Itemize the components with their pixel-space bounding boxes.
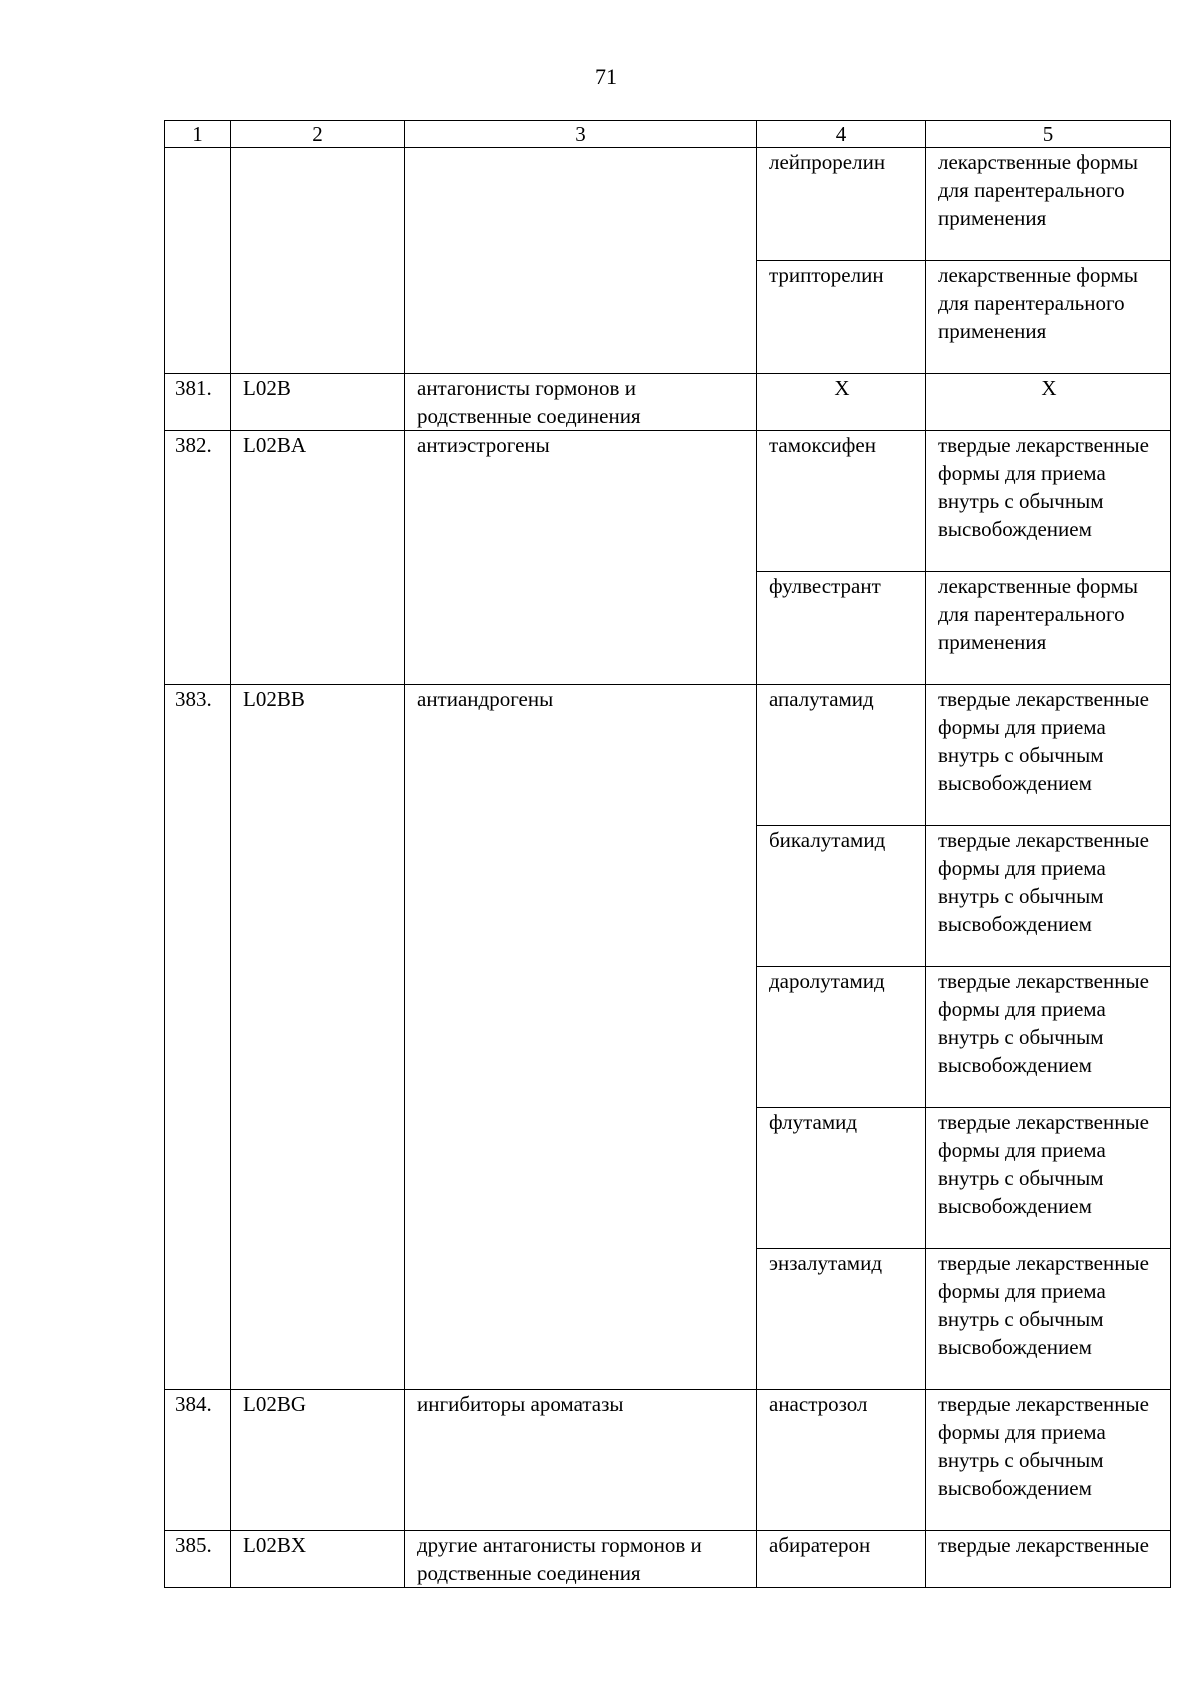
dosage-form: твердые лекарственные формы для приема внутрь с обычным высвобождением (926, 826, 1171, 967)
table-row (165, 1531, 1171, 1588)
column-header: 5 (926, 121, 1171, 148)
dosage-form: твердые лекарственные формы для приема внутрь с обычным высвобождением (926, 685, 1171, 826)
table-row (165, 1390, 1171, 1531)
table-row (165, 431, 1171, 572)
dosage-form: твердые лекарственные (926, 1531, 1171, 1588)
column-header: 4 (757, 121, 926, 148)
dosage-form: лекарственные формы для парентерального применения (926, 261, 1171, 374)
drug-name: абиратерон (757, 1531, 926, 1588)
column-header: 2 (231, 121, 405, 148)
drug-name: даролутамид (757, 967, 926, 1108)
atc-code (231, 148, 405, 374)
column-header: 1 (165, 121, 231, 148)
dosage-form: лекарственные формы для парентерального применения (926, 148, 1171, 261)
dosage-form: твердые лекарственные формы для приема внутрь с обычным высвобождением (926, 431, 1171, 572)
row-number (165, 148, 231, 374)
drug-name: бикалутамид (757, 826, 926, 967)
table-row (165, 148, 1171, 261)
table-row (165, 374, 1171, 431)
drug-name: трипторелин (757, 261, 926, 374)
drug-name: апалутамид (757, 685, 926, 826)
dosage-form: твердые лекарственные формы для приема внутрь с обычным высвобождением (926, 1390, 1171, 1531)
drug-name: Х (757, 374, 926, 431)
atc-code: L02B (231, 374, 405, 431)
page-number: 71 (595, 64, 617, 89)
pharm-group: антиандрогены (405, 685, 757, 1390)
drug-name: лейпрорелин (757, 148, 926, 261)
pharm-group (405, 148, 757, 374)
row-number: 384. (165, 1390, 231, 1531)
dosage-form: лекарственные формы для парентерального применения (926, 572, 1171, 685)
row-number: 385. (165, 1531, 231, 1588)
drug-name: энзалутамид (757, 1249, 926, 1390)
drug-name: фулвестрант (757, 572, 926, 685)
drug-name: анастрозол (757, 1390, 926, 1531)
dosage-form: твердые лекарственные формы для приема внутрь с обычным высвобождением (926, 1249, 1171, 1390)
pharm-group: ингибиторы ароматазы (405, 1390, 757, 1531)
row-number: 381. (165, 374, 231, 431)
drug-name: флутамид (757, 1108, 926, 1249)
atc-code: L02BG (231, 1390, 405, 1531)
drug-table (164, 120, 1171, 1588)
pharm-group: антагонисты гормонов и родственные соединения (405, 374, 757, 431)
pharm-group: антиэстрогены (405, 431, 757, 685)
drug-name: тамоксифен (757, 431, 926, 572)
row-number: 382. (165, 431, 231, 685)
atc-code: L02BB (231, 685, 405, 1390)
pharm-group: другие антагонисты гормонов и родственные соединения (405, 1531, 757, 1588)
atc-code: L02BA (231, 431, 405, 685)
dosage-form: твердые лекарственные формы для приема внутрь с обычным высвобождением (926, 967, 1171, 1108)
atc-code: L02BX (231, 1531, 405, 1588)
table-header-row (165, 121, 1171, 148)
table-row (165, 685, 1171, 826)
row-number: 383. (165, 685, 231, 1390)
column-header: 3 (405, 121, 757, 148)
dosage-form: Х (926, 374, 1171, 431)
dosage-form: твердые лекарственные формы для приема внутрь с обычным высвобождением (926, 1108, 1171, 1249)
